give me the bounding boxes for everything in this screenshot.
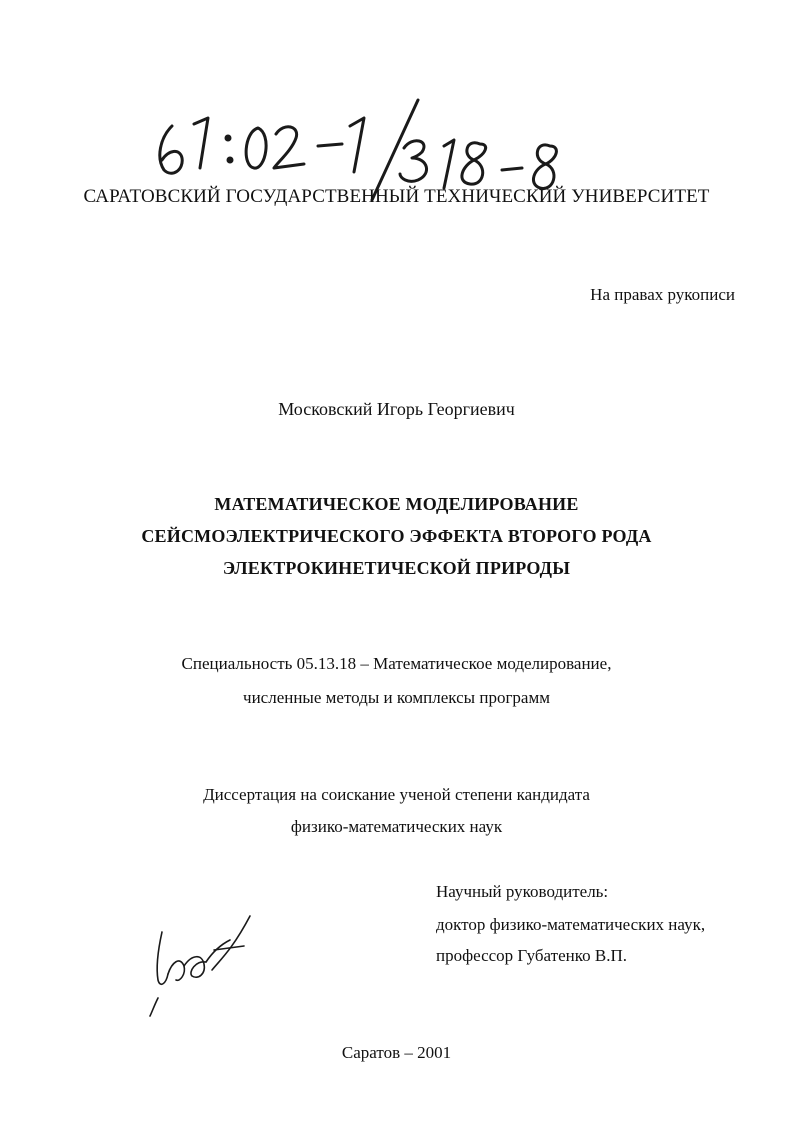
thesis-title-line-1: МАТЕМАТИЧЕСКОЕ МОДЕЛИРОВАНИЕ bbox=[214, 494, 579, 514]
thesis-title-line-3: ЭЛЕКТРОКИНЕТИЧЕСКОЙ ПРИРОДЫ bbox=[222, 558, 571, 578]
supervisor-name: профессор Губатенко В.П. bbox=[436, 946, 627, 965]
thesis-title-line-2: СЕЙСМОЭЛЕКТРИЧЕСКОГО ЭФФЕКТА ВТОРОГО РОДА bbox=[141, 526, 652, 546]
city-and-year: Саратов – 2001 bbox=[341, 1043, 452, 1062]
specialty-line-1: Специальность 05.13.18 – Математическое моделирование, bbox=[181, 654, 612, 673]
rights-notice: На правах рукописи bbox=[590, 285, 735, 304]
author-name: Московский Игорь Георгиевич bbox=[278, 399, 515, 419]
supervisor-label: Научный руководитель: bbox=[436, 882, 609, 901]
signature-image bbox=[140, 910, 270, 1020]
dissertation-line-2: физико-математических наук bbox=[290, 817, 503, 836]
university-name: САРАТОВСКИЙ ГОСУДАРСТВЕННЫЙ ТЕХНИЧЕСКИЙ УНИВЕРСИТЕТ bbox=[83, 186, 710, 207]
supervisor-degree: доктор физико-математических наук, bbox=[436, 915, 706, 934]
specialty-line-2: численные методы и комплексы программ bbox=[243, 688, 550, 707]
dissertation-line-1: Диссертация на соискание ученой степени кандидата bbox=[203, 785, 590, 804]
